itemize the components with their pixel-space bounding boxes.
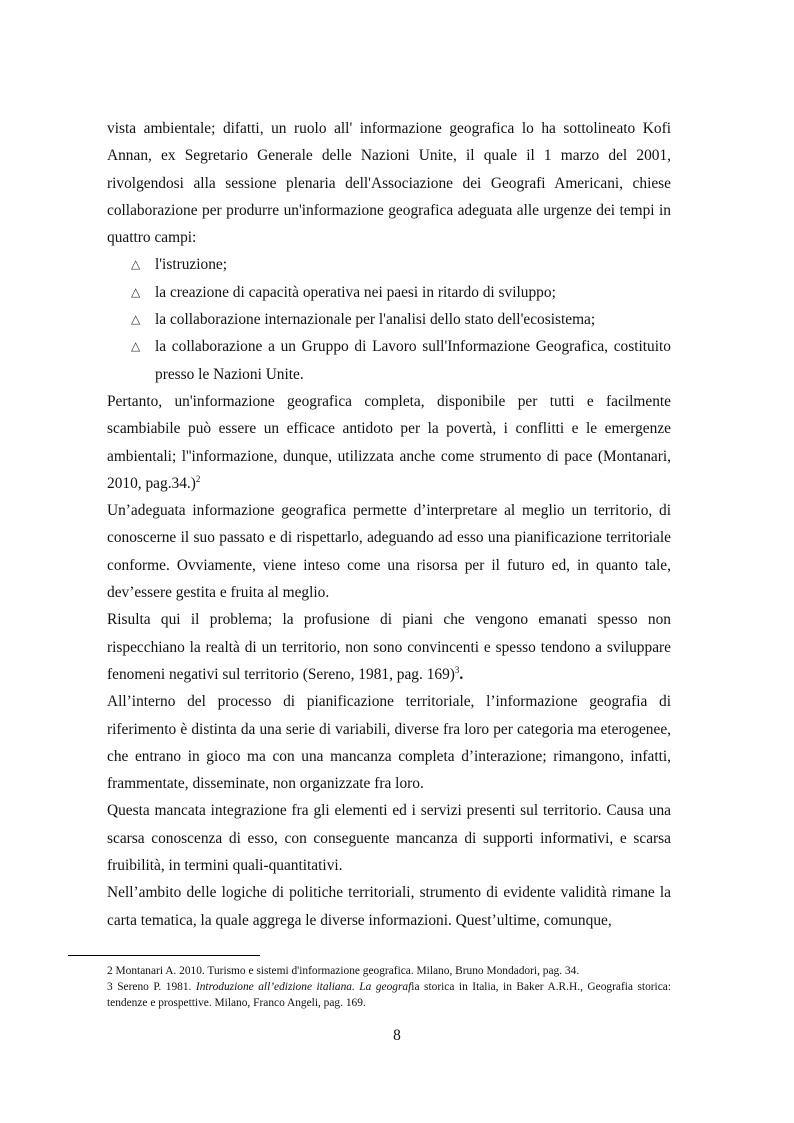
footnote-2: 2 Montanari A. 2010. Turismo e sistemi d'informazione geografica. Milano, Bruno Mondadori, pag. 34.: [107, 965, 580, 977]
page-number: 8: [393, 1027, 401, 1044]
footnote-ref-2[interactable]: 2: [195, 473, 201, 484]
paragraph-intro: vista ambientale; difatti, un ruolo all' informazione geografica lo ha sottolineato Kofi Annan, ex Segretario Generale delle Nazioni Unite, il quale il 1 marzo del 2001, rivolgendosi alla sessione plenaria dell'Associazione dei Geografi Americani, chiese collaborazione per produrre un'informazione geografica adeguata alle urgenze dei tempi in quattro campi:: [107, 120, 671, 247]
triangle-outline-icon: △: [131, 257, 141, 272]
footnote-ref-3[interactable]: 3: [454, 664, 460, 675]
bullet-list: [107, 251, 671, 387]
footnote-divider: [68, 955, 260, 956]
list-item: △ l'istruzione;: [155, 251, 671, 278]
paragraph-ambito: Nell’ambito delle logiche di politiche territoriali, strumento di evidente validità rimane la carta tematica, la quale aggrega le diverse informazioni. Quest’ultime, comunque,: [107, 884, 671, 929]
paragraph-pertanto: Pertanto, un'informazione geografica completa, disponibile per tutti e facilmente scambiabile può essere un efficace antidoto per la povertà, i conflitti e le emergenze ambientali; l''informazione, dunque, utilizzata anche come strumento di pace (Montanari, 2010, pag.34.)$^2$: [107, 392, 671, 492]
triangle-outline-icon: △: [131, 339, 141, 354]
paragraph-interno: All’interno del processo di pianificazione territoriale, l’informazione geografia di riferimento è distinta da una serie di variabili, diverse fra loro per categoria ma eterogenee, che entrano in gioco ma con una mancanza completa d’interazione; rimangono, infatti, frammentate, disseminate, non organizzate fra loro.: [107, 693, 671, 793]
list-item: △ la collaborazione internazionale per l'analisi dello stato dell'ecosistema;: [155, 306, 671, 333]
triangle-outline-icon: △: [131, 312, 141, 327]
paragraph-integrazione: Questa mancata integrazione fra gli elementi ed i servizi presenti sul territorio. Causa una scarsa conoscenza di esso, con conseguente mancanza di supporti informativi, e scarsa fruibilità, in termini quali-quantitativi.: [107, 802, 671, 875]
paragraph-adeguata: Un’adeguata informazione geografica permette d’interpretare al meglio un territorio, di conoscerne il suo passato e di rispettarlo, adeguando ad esso una pianificazione territoriale conforme. Ovviamente, viene inteso come una risorsa per il futuro ed, in quanto tale, dev’essere gestita e fruita al meglio.: [107, 502, 671, 602]
list-item: △ la collaborazione a un Gruppo di Lavoro sull'Informazione Geografica, costituito presso le Nazioni Unite.: [155, 333, 671, 388]
triangle-outline-icon: △: [131, 284, 141, 299]
body-text: [107, 115, 671, 934]
list-item: △ la creazione di capacità operativa nei paesi in ritardo di sviluppo;: [155, 279, 671, 306]
footnote-3: 3 Sereno P. 1981. Introduzione all’edizione italiana. La geografia storica in Italia, in Baker A.R.H., Geografia storica: tendenze e prospettive. Milano, Franco Angeli, pag. 169.: [107, 981, 672, 1009]
footnotes: [107, 963, 671, 1011]
paragraph-risulta: Risulta qui il problema; la profusione di piani che vengono emanati spesso non rispecchiano la realtà di un territorio, non sono convincenti e spesso tendono a sviluppare fenomeni negativi sul territorio (Sereno, 1981, pag. 169)$^3$.: [107, 611, 671, 683]
